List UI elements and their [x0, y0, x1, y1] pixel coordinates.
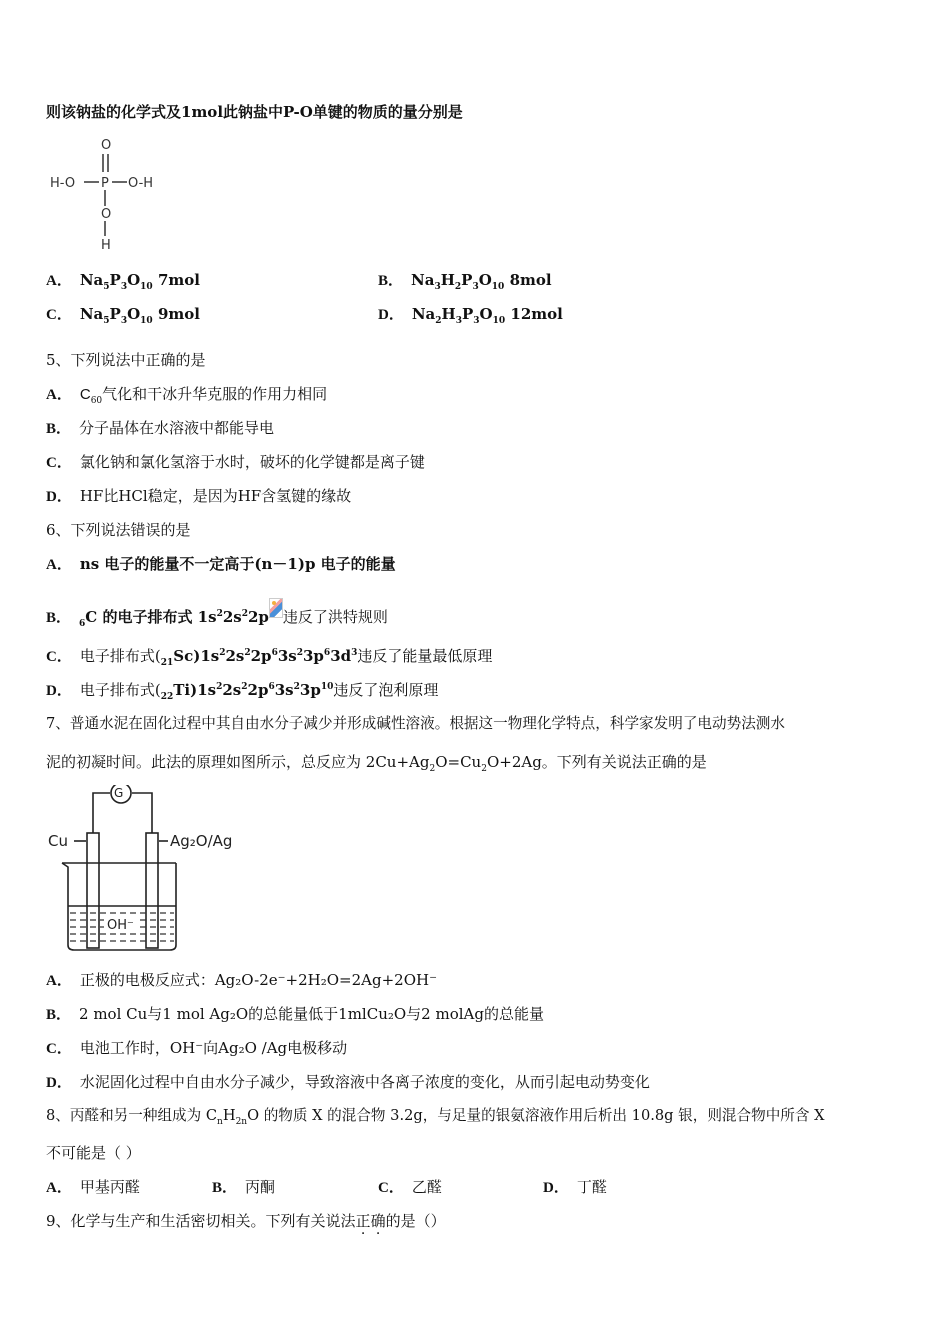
q4-option-d[interactable]: D． $Na_2H_3P_3O_{10}$ 12mol: [378, 305, 563, 326]
structure-h-bottom: H: [101, 238, 111, 253]
q6-option-d[interactable]: D． 电子排布式$(_{22}Ti)1s^22s^22p^63s^23p^{10}$违反了泡利原理: [46, 681, 439, 702]
q4-stem: 则该钠盐的化学式及1mol此钠盐中P-O单键的物质的量分别是: [46, 103, 463, 121]
q8-option-a[interactable]: A． 甲基丙醛: [46, 1178, 140, 1196]
q4-option-b[interactable]: B． $Na_3H_2P_3O_{10}$ 8mol: [378, 271, 552, 292]
structure-o-top: O: [101, 138, 112, 153]
q8-option-d[interactable]: D． 丁醛: [543, 1178, 607, 1196]
q7-stem-line1: 7、普通水泥在固化过程中其自由水分子减少并形成碱性溶液。根据这一物理化学特点，科学家发明了电动势法测水: [46, 715, 785, 732]
q6-stem: 6、下列说法错误的是: [46, 521, 191, 539]
structure-left: H-O: [50, 176, 76, 191]
broken-image-icon: [269, 598, 283, 618]
structure-right: O-H: [128, 176, 154, 191]
electrochemical-cell-diagram: [46, 785, 251, 955]
oh-solution-label: OH⁻: [107, 918, 134, 933]
q6-option-c[interactable]: C． 电子排布式$(_{21}Sc)1s^22s^22p^63s^23p^63d^3$违反了能量最低原理: [46, 647, 493, 668]
q4-option-c[interactable]: C． $Na_5P_3O_{10}$ 9mol: [46, 305, 200, 326]
galvanometer-label: G: [114, 786, 124, 800]
q6-option-b[interactable]: B． $_6$C 的电子排布式 $1s^22s^22p$ 违反了洪特规则: [46, 598, 388, 628]
q7-option-d[interactable]: D． 水泥固化过程中自由水分子减少，导致溶液中各离子浓度的变化，从而引起电动势变化: [46, 1073, 650, 1091]
q8-option-b[interactable]: B． 丙酮: [212, 1178, 276, 1196]
q8-stem-line2: 不可能是（ ）: [46, 1144, 141, 1162]
emphasis-mark: 确: [370, 1212, 386, 1230]
q9-stem: 9、化学与生产和生活密切相关。下列有关说法正确的是（）: [46, 1212, 446, 1230]
q5-stem: 5、下列说法中正确的是: [46, 351, 206, 369]
q5-option-c[interactable]: C． 氯化钠和氯化氢溶于水时，破坏的化学键都是离子键: [46, 453, 425, 471]
q7-stem-line2: 泥的初凝时间。此法的原理如图所示，总反应为 $2Cu+Ag_2O=Cu_2O+2Ag$。下列有关说法正确的是: [46, 753, 707, 774]
structure-o-bottom: O: [101, 207, 112, 222]
cu-electrode-label: Cu: [48, 832, 68, 850]
q7-option-b[interactable]: B． 2 mol Cu与1 mol Ag₂O的总能量低于1mlCu₂O与2 molAg的总能量: [46, 1005, 544, 1023]
structure-p: P: [101, 176, 109, 191]
q8-option-c[interactable]: C． 乙醛: [378, 1178, 442, 1196]
q8-stem-line1: 8、丙醛和另一种组成为 $C_nH_{2n}O$ 的物质 X 的混合物 3.2g，与足量的银氨溶液作用后析出 10.8g 银，则混合物中所含 X: [46, 1107, 825, 1127]
q5-option-d[interactable]: D． HF比HCl稳定，是因为HF含氢键的缘故: [46, 487, 352, 505]
q7-option-a[interactable]: A． 正极的电极反应式：Ag₂O-2e⁻+2H₂O=2Ag+2OH⁻: [46, 971, 438, 989]
emphasis-mark: 正: [355, 1212, 371, 1230]
q5-option-b[interactable]: B． 分子晶体在水溶液中都能导电: [46, 419, 275, 437]
phosphoric-acid-structure: [48, 136, 163, 254]
q4-option-a[interactable]: A． $Na_5P_3O_{10}$ 7mol: [46, 271, 200, 292]
q7-option-c[interactable]: C． 电池工作时，OH⁻向Ag₂O /Ag电极移动: [46, 1039, 348, 1057]
q5-option-a[interactable]: A． $C_{60}$气化和干冰升华克服的作用力相同: [46, 385, 328, 406]
q6-option-a[interactable]: A． ns 电子的能量不一定高于(n－1)p 电子的能量: [46, 555, 396, 573]
ag2o-electrode-label: Ag₂O/Ag: [170, 832, 233, 850]
